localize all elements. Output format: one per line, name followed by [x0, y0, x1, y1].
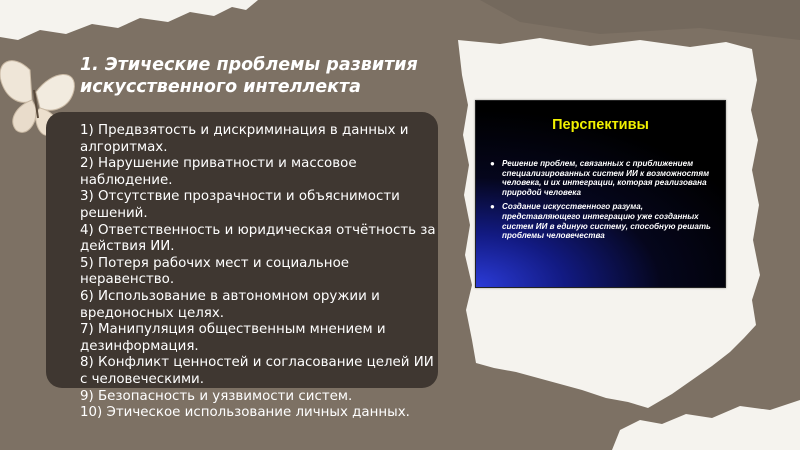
slide-bullet-text: Создание искусственного разума, представляющего интеграцию уже созданных систем ИИ в единую систему, способную решать проблемы человечества	[502, 202, 711, 241]
list-item: 1) Предвзятость и дискриминация в данных и алгоритмах.	[80, 123, 409, 155]
list-item: 3) Отсутствие прозрачности и объяснимости решений.	[80, 189, 400, 221]
list-item: 8) Конфликт ценностей и согласование целей ИИ с человеческими.	[80, 355, 434, 387]
ethics-problems-list	[80, 123, 440, 422]
shadow-top-right	[480, 0, 800, 40]
bullet-dot-icon: ●	[490, 159, 495, 168]
list-item: 2) Нарушение приватности и массовое наблюдение.	[80, 156, 357, 188]
list-item: 6) Использование в автономном оружии и вредоносных целях.	[80, 288, 380, 321]
list-item: 5) Потеря рабочих мест и социальное неравенство.	[80, 255, 349, 288]
list-item: 9) Безопасность и уязвимости систем.	[80, 388, 353, 404]
list-item: 4) Ответственность и юридическая отчётность за действия ИИ.	[80, 222, 436, 255]
torn-paper-top-left	[0, 0, 258, 40]
bullet-dot-icon: ●	[490, 202, 495, 212]
section-title-line-2: искусственного интеллекта	[80, 77, 361, 97]
torn-paper-bottom-right	[612, 400, 800, 450]
slide-bullet-list	[488, 159, 714, 246]
slide-bullet	[488, 202, 714, 240]
slide-title: Перспективы	[552, 117, 649, 133]
perspectives-slide	[475, 100, 726, 288]
slide-bullet	[488, 159, 714, 197]
slide-bullet-text: Решение проблем, связанных с приближением специализированных систем ИИ к возможностям человека, и их интеграции, которая реализована природой человека	[502, 159, 710, 197]
list-item: 7) Манипуляция общественным мнением и дезинформация.	[80, 322, 386, 354]
section-title-line-1: 1. Этические проблемы развития	[80, 55, 418, 75]
list-item: 10) Этическое использование личных данных.	[80, 405, 410, 421]
section-title	[80, 54, 440, 98]
